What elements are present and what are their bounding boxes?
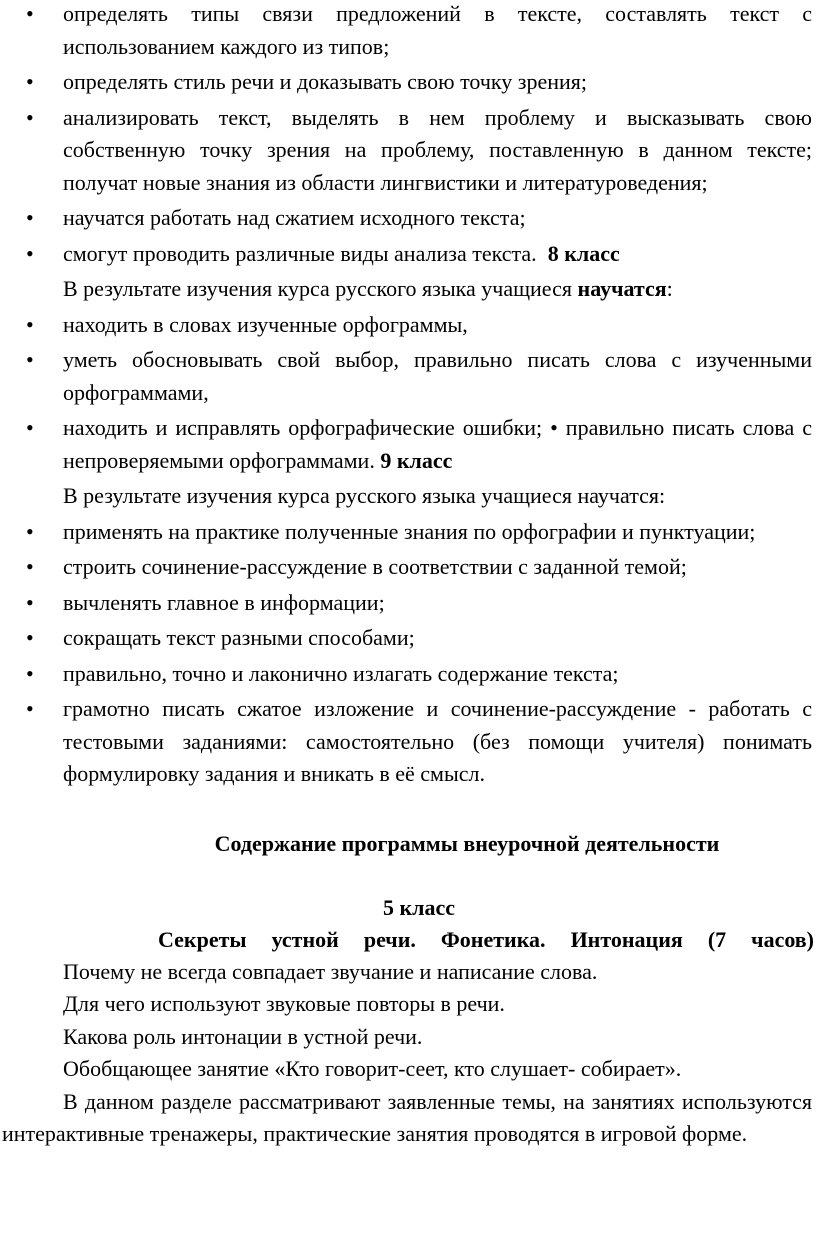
list-item bbox=[0, 309, 816, 342]
bullet-icon: • bbox=[26, 696, 34, 721]
bullet-icon: • bbox=[26, 518, 34, 544]
list-item-text: определять стиль речи и доказывать свою точку зрения; bbox=[63, 69, 588, 94]
grade-5-heading: 5 класс bbox=[382, 894, 456, 920]
list-item-text: находить и исправлять орфографические ошибки; • правильно писать слова с непроверяемыми орфограммами. bbox=[63, 415, 812, 473]
list-item bbox=[0, 344, 816, 409]
grade-8-label: 8 класс bbox=[547, 240, 620, 266]
topic-line: Почему не всегда совпадает звучание и написание слова. bbox=[63, 958, 598, 984]
grade-9-label: 9 класс bbox=[380, 447, 453, 473]
bullet-icon: • bbox=[26, 104, 34, 130]
list-item bbox=[0, 587, 816, 620]
list-item bbox=[0, 0, 816, 63]
bullet-icon: • bbox=[26, 660, 34, 686]
list-item bbox=[0, 693, 816, 791]
list-item-text: вычленять главное в информации; bbox=[63, 589, 385, 615]
bullet-icon: • bbox=[26, 589, 34, 615]
list-item-text: применять на практике полученные знания по орфографии и пунктуации; bbox=[63, 518, 756, 544]
list-item bbox=[0, 102, 816, 200]
bullet-icon: • bbox=[26, 69, 34, 94]
bullet-icon: • bbox=[26, 240, 34, 266]
bullet-icon: • bbox=[26, 625, 34, 650]
topic-line: Для чего используют звуковые повторы в речи. bbox=[63, 991, 505, 1016]
list-item-text: сокращать текст разными способами; bbox=[63, 625, 415, 650]
list-item bbox=[0, 658, 816, 691]
list-item-text: правильно, точно и лаконично излагать содержание текста; bbox=[63, 660, 619, 686]
list-item-text: уметь обосновывать свой выбор, правильно писать слова с изученными орфограммами, bbox=[63, 347, 812, 405]
list-item bbox=[0, 202, 816, 235]
bullet-icon: • bbox=[26, 554, 34, 579]
list-item-text: находить в словах изученные орфограммы, bbox=[63, 311, 468, 337]
list-item-text: анализировать текст, выделять в нем проблему и высказывать свою собственную точку зрения на проблему, поставленную в данном тексте; получат новые знания из области лингвистики и литературоведения; bbox=[63, 104, 812, 195]
grade-9-intro: В результате изучения курса русского языка учащиеся научатся: bbox=[63, 483, 666, 508]
bullet-icon: • bbox=[26, 311, 34, 337]
outcomes-list-c bbox=[0, 516, 816, 791]
list-item-text: определять типы связи предложений в тексте, составлять текст с использованием каждого из типов; bbox=[63, 1, 812, 59]
list-item-text: строить сочинение-рассуждение в соответствии с заданной темой; bbox=[63, 554, 687, 579]
bullet-icon: • bbox=[26, 347, 34, 372]
bullet-icon: • bbox=[26, 205, 34, 230]
list-item bbox=[0, 551, 816, 584]
topic-heading: Секреты устной речи. Фонетика. Интонация (7 часов) bbox=[158, 926, 814, 952]
list-item-text: научатся работать над сжатием исходного текста; bbox=[63, 205, 526, 230]
list-item bbox=[0, 412, 816, 477]
list-item bbox=[0, 622, 816, 655]
grade-8-intro: В результате изучения курса русского языка учащиеся научатся: bbox=[63, 276, 673, 301]
topic-line: Какова роль интонации в устной речи. bbox=[63, 1023, 423, 1049]
list-item bbox=[0, 238, 816, 271]
list-item-text: смогут проводить различные виды анализа текста. bbox=[63, 240, 537, 266]
list-item-text: грамотно писать сжатое изложение и сочинение-рассуждение - работать с тестовыми заданиями: самостоятельно (без помощи учителя) понимать формулировку задания и вникать в её смысл. bbox=[63, 696, 812, 786]
section-heading: Содержание программы внеурочной деятельности bbox=[214, 830, 720, 856]
outcomes-list-b bbox=[0, 309, 816, 478]
bullet-icon: • bbox=[26, 415, 34, 440]
bullet-icon: • bbox=[26, 1, 34, 26]
topic-line: Обобщающее занятие «Кто говорит-сеет, кто слушает- собирает». bbox=[63, 1056, 682, 1081]
list-item bbox=[0, 516, 816, 549]
list-item bbox=[0, 66, 816, 99]
topic-list bbox=[0, 956, 816, 1086]
outcomes-list-a bbox=[0, 0, 816, 270]
closing-paragraph: В данном разделе рассматривают заявленные темы, на занятиях используются интерактивные тренажеры, практические занятия проводятся в игровой форме. bbox=[2, 1088, 812, 1146]
